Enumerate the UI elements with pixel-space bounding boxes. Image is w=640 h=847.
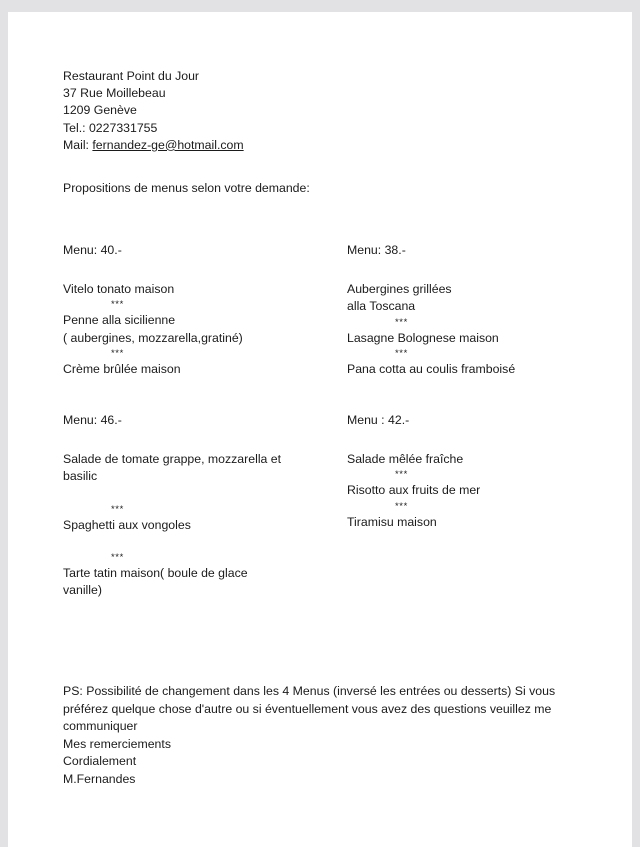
- email-line: [63, 137, 463, 154]
- menu-block-42: [347, 412, 612, 531]
- email-label: Mail:: [63, 137, 89, 152]
- course-separator: ***: [395, 469, 408, 481]
- postscript-signature: M.Fernandes: [63, 771, 136, 786]
- menu-course: [347, 514, 612, 531]
- course-line: Crème brûlée maison: [63, 361, 181, 376]
- street-address: 37 Rue Moillebeau: [63, 86, 166, 101]
- menu-title: Menu: 40.-: [63, 243, 122, 257]
- course-line: Vitelo tonato maison: [63, 282, 175, 297]
- intro-text: Propositions de menus selon votre demande:: [63, 181, 310, 195]
- course-separator: ***: [395, 347, 408, 359]
- menu-title: Menu : 42.-: [347, 413, 410, 427]
- course-separator: ***: [111, 503, 124, 515]
- postscript-block: [63, 683, 593, 789]
- course-line: Penne alla sicilienne: [63, 313, 176, 328]
- course-line: Tiramisu maison: [347, 514, 437, 529]
- postscript-thanks: Mes remerciements: [63, 736, 171, 751]
- city-address: 1209 Genève: [63, 103, 137, 118]
- course-line: alla Toscana: [347, 299, 416, 314]
- course-separator: ***: [111, 299, 124, 311]
- course-separator: ***: [111, 551, 124, 563]
- menu-title: Menu: 46.-: [63, 413, 122, 427]
- menu-course: [347, 281, 612, 315]
- course-line: Salade mêlée fraîche: [347, 452, 464, 467]
- course-separator: ***: [395, 316, 408, 328]
- course-line: Risotto aux fruits de mer: [347, 483, 481, 498]
- letterhead: [63, 68, 463, 154]
- course-separator: ***: [395, 500, 408, 512]
- course-separator: ***: [111, 347, 124, 359]
- menu-course: [63, 361, 333, 378]
- course-line: Spaghetti aux vongoles: [63, 517, 191, 532]
- menu-course: [63, 312, 333, 346]
- menu-block-40: [63, 242, 333, 378]
- restaurant-name: Restaurant Point du Jour: [63, 69, 200, 83]
- menu-block-46: [63, 412, 333, 599]
- course-line: Tarte tatin maison( boule de glace: [63, 565, 248, 580]
- menu-course: [63, 565, 333, 599]
- menu-course: [347, 451, 612, 468]
- course-line: Pana cotta au coulis framboisé: [347, 361, 516, 376]
- menu-course: [63, 281, 333, 298]
- document-page: [8, 12, 632, 847]
- course-line: vanille): [63, 583, 102, 598]
- postscript-note: PS: Possibilité de changement dans les 4 Menus (inversé les entrées ou desserts) Si vous préférez quelque chose d'autre ou si éventuellement vous avez des questions veuillez me communiquer: [63, 684, 556, 734]
- menu-title: Menu: 38.-: [347, 243, 406, 257]
- menu-course: [347, 330, 612, 347]
- course-line: Aubergines grillées: [347, 282, 452, 297]
- menu-course: [63, 451, 333, 485]
- menu-course: [347, 361, 612, 378]
- course-line: Lasagne Bolognese maison: [347, 330, 499, 345]
- course-line: basilic: [63, 469, 98, 484]
- menu-block-38: [347, 242, 612, 378]
- course-line: ( aubergines, mozzarella,gratiné): [63, 330, 243, 345]
- course-line: Salade de tomate grappe, mozzarella et: [63, 452, 282, 467]
- email-link[interactable]: fernandez-ge@hotmail.com: [92, 137, 244, 152]
- phone-number: Tel.: 0227331755: [63, 120, 158, 135]
- postscript-closing: Cordialement: [63, 754, 137, 769]
- letter-sheet: [8, 12, 632, 847]
- menu-course: [347, 482, 612, 499]
- menu-course: [63, 517, 333, 534]
